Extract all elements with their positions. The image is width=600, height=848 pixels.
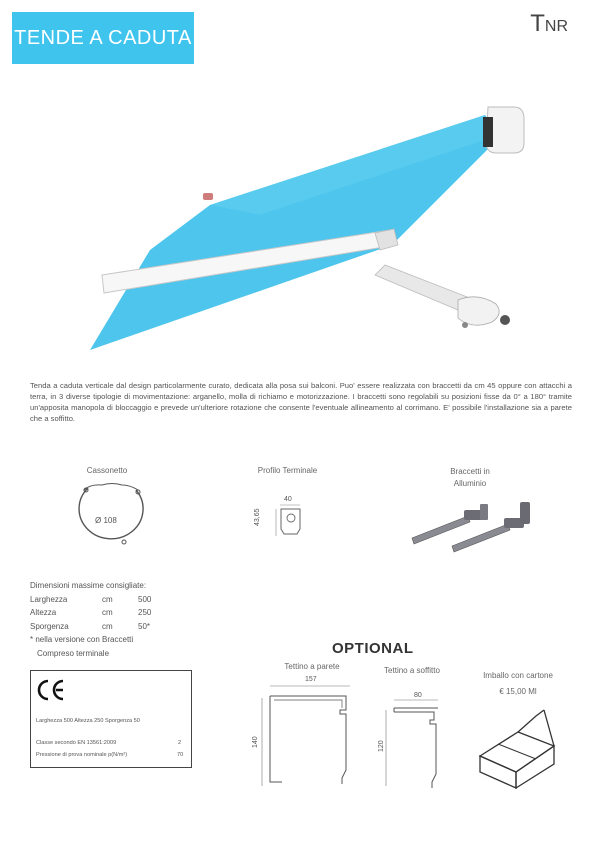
- tettino-soffitto-width: 80: [414, 692, 422, 699]
- imballo-label-block: [470, 668, 566, 700]
- dimension-unit: cm: [102, 594, 113, 604]
- imballo-label: Imballo con cartone: [483, 671, 553, 680]
- ce-pressure-value: 70: [177, 752, 184, 758]
- cassonetto-profile: [79, 488, 143, 539]
- cassonetto-diameter: Ø 108: [95, 516, 117, 525]
- arm-screw: [462, 322, 468, 328]
- dimension-value: 500: [138, 594, 152, 604]
- braccetti-label: [420, 466, 520, 490]
- arm-right: [452, 524, 510, 552]
- ce-mark: [36, 678, 66, 702]
- dimension-note: * nella versione con Braccetti: [30, 635, 134, 644]
- arm-left-plate: [480, 504, 488, 520]
- brand-logo: [530, 10, 568, 38]
- tettino-parete-label: Tettino a parete: [284, 662, 340, 671]
- box-flap-edge: [544, 710, 554, 746]
- cassonetto-label: Cassonetto: [86, 466, 128, 475]
- arm-joint: [458, 297, 499, 325]
- ce-line1: Larghezza 500 Altezza 250 Sporgenza 50: [36, 718, 140, 724]
- dimension-note-2: Compreso terminale: [37, 648, 110, 658]
- box-tape: [498, 744, 536, 759]
- optional-title: OPTIONAL: [332, 640, 414, 657]
- brand-initial: T: [530, 10, 545, 37]
- dimensions-block: [30, 579, 210, 660]
- ce-class-label: Classe secondo EN 13561:2009: [36, 740, 117, 746]
- tettino-parete-height: 140: [252, 736, 259, 748]
- dimension-name: Altezza: [30, 608, 57, 617]
- box-front: [480, 756, 516, 788]
- dimension-value: 50*: [138, 621, 151, 631]
- profilo-label: Profilo Terminale: [257, 466, 318, 475]
- braccetti-label-line2: Alluminio: [453, 479, 487, 488]
- tettino-soffitto-label: Tettino a soffitto: [384, 666, 440, 675]
- profilo-width: 40: [284, 496, 292, 503]
- box-side: [516, 746, 554, 788]
- dimension-value: 250: [138, 608, 152, 617]
- arm-left: [412, 516, 470, 544]
- tettino-soffitto-height: 120: [378, 740, 385, 752]
- tettino-soffitto-outline: [394, 708, 438, 788]
- profilo-outline: [281, 509, 300, 534]
- arm-knob: [500, 315, 510, 325]
- dimension-unit: cm: [102, 608, 113, 617]
- dimension-name: Larghezza: [30, 594, 68, 604]
- arm-right-plate: [520, 502, 530, 524]
- tettino-parete-width: 157: [305, 676, 317, 683]
- tettino-soffitto-drawing: [376, 690, 452, 792]
- box-flap: [518, 710, 544, 732]
- brand-rest: NR: [544, 18, 568, 35]
- cassonetto-hook-bottom: [122, 540, 126, 544]
- braccetti-label-line1: Braccetti in: [450, 467, 490, 476]
- dimension-name: Sporgenza: [30, 621, 69, 631]
- dimension-row: [30, 606, 210, 620]
- box-drawing: [474, 706, 564, 792]
- ce-e: [54, 681, 63, 699]
- profilo-hole: [287, 514, 295, 522]
- cassonetto-top: [84, 484, 138, 491]
- dimension-unit: cm: [102, 621, 113, 631]
- ce-pressure-label: Pressione di prova nominale p(N/m²): [36, 752, 128, 758]
- ce-class-value: 2: [178, 740, 182, 746]
- cassette-roller: [483, 117, 493, 147]
- top-bracket: [203, 193, 213, 200]
- tettino-parete-outline: [270, 696, 346, 784]
- imballo-price: € 15,00 Ml: [499, 687, 537, 696]
- awning-illustration: [80, 95, 530, 360]
- profilo-height: 43,65: [254, 508, 261, 526]
- ce-c: [39, 681, 48, 699]
- dimensions-title: Dimensioni massime consigliate:: [30, 581, 147, 590]
- tettino-parete-inner: [274, 700, 342, 708]
- braccetti-drawing: [408, 494, 538, 554]
- dimension-row: [30, 593, 210, 607]
- product-description: Tenda a caduta verticale dal design particolarmente curato, dedicata alla posa sui balconi. Puo' essere realizzata con braccetti da cm 45 oppure con attacchi a terra, in 3 diverse tipologie di movimentazione: arganello, molla di richiamo e motorizzazione. I braccetti sono regolabili su posizioni fisse da 0° a 180° tramite un'apposita manopola di bloccaggio e prevede un'ulteriore rotazione che consente l'eventuale allineamento al corrimano. E' possibile l'installazione sia a parete che a soffitto.: [30, 381, 572, 423]
- dimension-row: [30, 620, 210, 634]
- page-title: TENDE A CADUTA: [14, 26, 192, 49]
- tettino-parete-drawing: [250, 676, 362, 794]
